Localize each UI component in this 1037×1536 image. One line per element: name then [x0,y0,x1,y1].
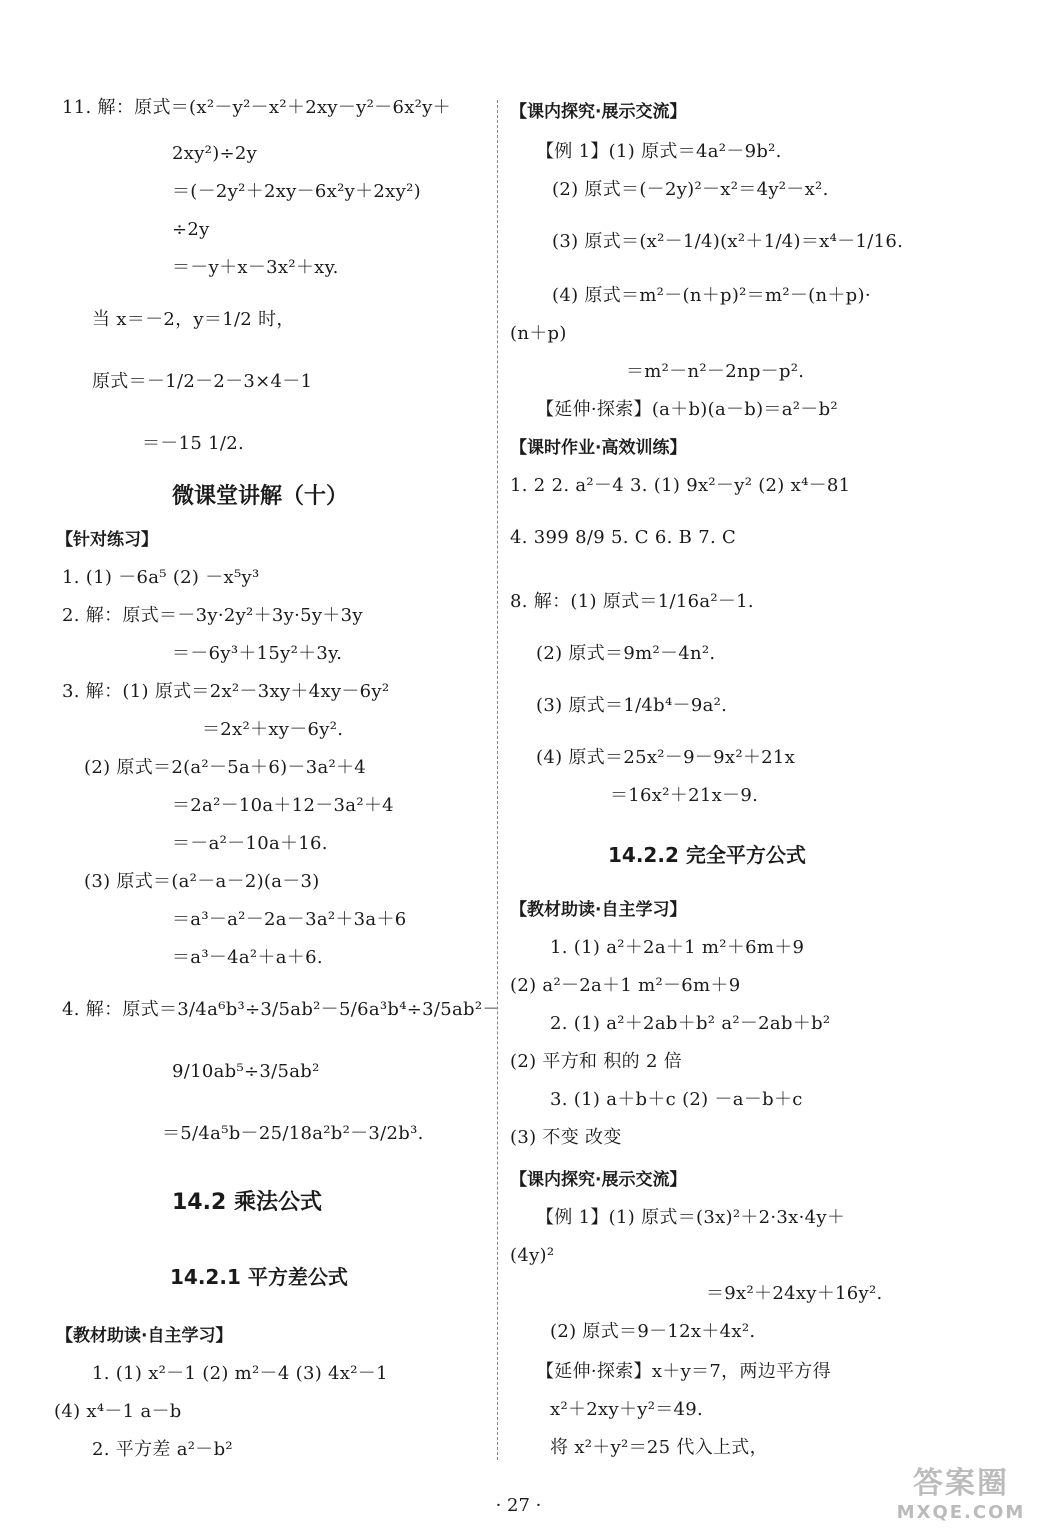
answer-11-line-8: ＝－15 1/2. [142,433,245,454]
example-1-part-4-result: ＝m²－n²－2np－p². [626,361,805,382]
example-1-part-4: (4) 原式＝m²－(n＋p)²＝m²－(n＋p)· [552,285,871,306]
reading-1-cont: (4) x⁴－1 a－b [54,1401,182,1422]
section-header-textbook-reading: 【教材助读·自主学习】 [56,1326,233,1346]
practice-3-line-1: 3. 解：(1) 原式＝2x²－3xy＋4xy－6y² [62,681,390,702]
practice-3-line-7: ＝a³－a²－2a－3a²＋3a＋6 [172,909,407,930]
answer-11-line-3: ＝(－2y²＋2xy－6x²y＋2xy²) [172,181,421,202]
answer-11-line-4: ÷2y [172,219,210,240]
example2-1-line-2: (4y)² [510,1245,555,1266]
watermark-text-url: MXQE.COM [896,1502,1026,1523]
column-divider [497,100,498,1460]
practice-3-line-2: ＝2x²＋xy－6y². [202,719,344,740]
example2-1-result: ＝9x²＋24xy＋16y². [706,1283,883,1304]
answer-11-line-7: 原式＝－1/2－2－3×4－1 [92,371,313,392]
homework-8-part-1: 8. 解：(1) 原式＝1/16a²－1. [510,591,754,612]
reading2-1-cont: (2) a²－2a＋1 m²－6m＋9 [510,975,741,996]
homework-8-part-4-result: ＝16x²＋21x－9. [610,785,759,806]
example-1-part-3: (3) 原式＝(x²－1/4)(x²＋1/4)＝x⁴－1/16. [552,231,904,252]
watermark-logo [895,1466,1027,1532]
section-header-textbook-reading-2: 【教材助读·自主学习】 [510,900,687,920]
answer-11-line-6: 当 x＝－2，y＝1/2 时， [92,309,295,330]
reading2-2-cont: (2) 平方和 积的 2 倍 [510,1051,683,1072]
practice-4-line-1: 4. 解：原式＝3/4a⁶b³÷3/5ab²－5/6a³b⁴÷3/5ab²－ [62,999,501,1020]
answer-11-line-5: ＝－y＋x－3x²＋xy. [172,257,339,278]
practice-3-line-4: ＝2a²－10a＋12－3a²＋4 [172,795,394,816]
practice-1: 1. (1) －6a⁵ (2) －x⁵y³ [62,567,260,588]
example-1-part-4-cont: (n＋p) [510,323,567,344]
reading2-3: 3. (1) a＋b＋c (2) －a－b＋c [550,1089,803,1110]
section-header-in-class-exploration-2: 【课内探究·展示交流】 [510,1170,687,1190]
practice-3-line-5: ＝－a²－10a＋16. [172,833,328,854]
example2-1-line-1: 【例 1】(1) 原式＝(3x)²＋2·3x·4y＋ [536,1207,846,1228]
section-title-perfect-square: 14.2.2 完全平方公式 [608,843,806,867]
practice-3-line-6: (3) 原式＝(a²－a－2)(a－3) [84,871,320,892]
practice-4-line-3: ＝5/4a⁵b－25/18a²b²－3/2b³. [162,1123,424,1144]
section-title-difference-of-squares: 14.2.1 平方差公式 [170,1265,348,1289]
watermark-text-main: 答案圈 [913,1466,1009,1501]
homework-4-7: 4. 399 8/9 5. C 6. B 7. C [510,527,737,548]
reading2-3-cont: (3) 不变 改变 [510,1127,622,1148]
answer-11-line-1: 11. 解：原式＝(x²－y²－x²＋2xy－y²－6x²y＋ [62,97,451,118]
extension-explore-2: 【延伸·探索】x＋y＝7，两边平方得 [536,1361,831,1382]
section-header-practice: 【针对练习】 [56,530,158,550]
extension-explore-2-line-2: x²＋2xy＋y²＝49. [550,1399,704,1420]
section-header-homework: 【课时作业·高效训练】 [510,438,687,458]
extension-explore-1: 【延伸·探索】(a＋b)(a－b)＝a²－b² [536,399,838,420]
practice-3-line-3: (2) 原式＝2(a²－5a＋6)－3a²＋4 [84,757,367,778]
section-header-in-class-exploration: 【课内探究·展示交流】 [510,102,687,122]
example-1-part-1: 【例 1】(1) 原式＝4a²－9b². [536,141,782,162]
extension-explore-2-line-3: 将 x²＋y²＝25 代入上式， [550,1437,768,1458]
example-1-part-2: (2) 原式＝(－2y)²－x²＝4y²－x². [552,179,829,200]
homework-1-3: 1. 2 2. a²－4 3. (1) 9x²－y² (2) x⁴－81 [510,475,851,496]
homework-8-part-3: (3) 原式＝1/4b⁴－9a². [536,695,728,716]
reading-2: 2. 平方差 a²－b² [92,1439,233,1460]
practice-2-line-1: 2. 解：原式＝－3y·2y²＋3y·5y＋3y [62,605,363,626]
practice-4-line-2: 9/10ab⁵÷3/5ab² [172,1061,320,1082]
page-number: · 27 · [495,1495,542,1516]
homework-8-part-2: (2) 原式＝9m²－4n². [536,643,716,664]
answer-11-line-2: 2xy²)÷2y [172,143,258,164]
homework-8-part-4: (4) 原式＝25x²－9－9x²＋21x [536,747,796,768]
reading2-2: 2. (1) a²＋2ab＋b² a²－2ab＋b² [550,1013,831,1034]
reading2-1: 1. (1) a²＋2a＋1 m²＋6m＋9 [550,937,805,958]
section-title-multiplication-formula: 14.2 乘法公式 [172,1190,322,1215]
example2-part-2: (2) 原式＝9－12x＋4x². [550,1321,756,1342]
reading-1: 1. (1) x²－1 (2) m²－4 (3) 4x²－1 [92,1363,388,1384]
practice-2-line-2: ＝－6y³＋15y²＋3y. [172,643,343,664]
practice-3-line-8: ＝a³－4a²＋a＋6. [172,947,323,968]
section-title-micro-lecture: 微课堂讲解（十） [172,484,349,509]
